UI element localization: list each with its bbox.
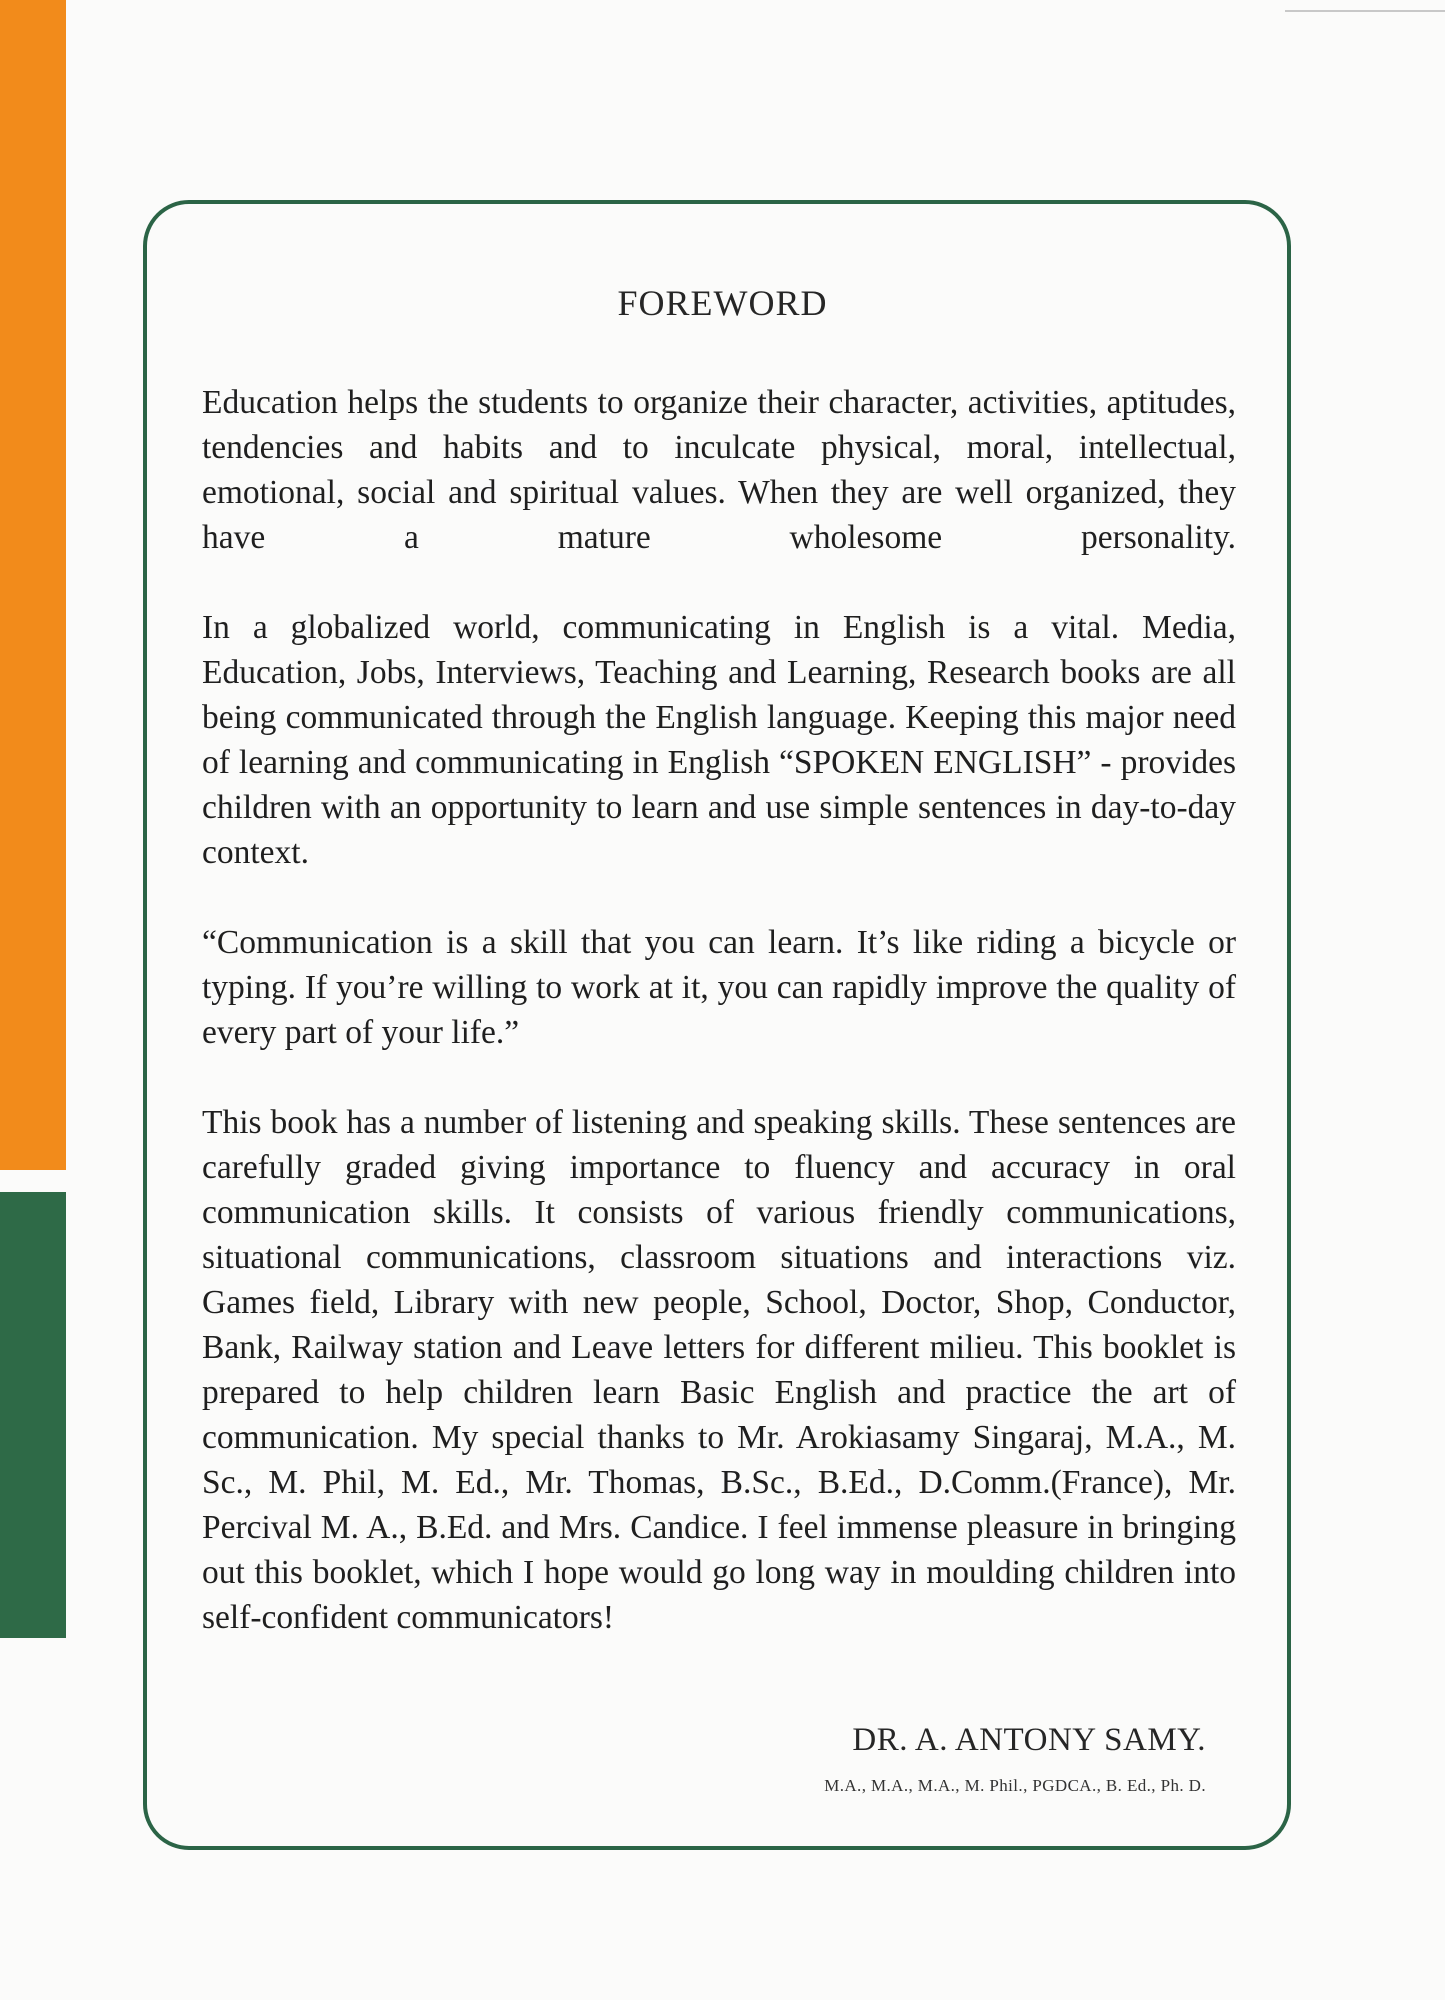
paragraph-globalized-world: In a globalized world, communicating in English is a vital. Media, Education, Jobs, Interviews, Teaching and Learning, Research books are all being communicated through the English language. Keeping this major need of learning and communicating in English “SPOKEN ENGLISH” - provides children with an opportunity to learn and use simple sentences in day-to-day context. [202,609,1236,871]
orange-side-bar [0,0,66,1170]
signature-name: DR. A. ANTONY SAMY. [852,1722,1206,1758]
top-rule-line [1285,10,1445,12]
signature-qualifications: M.A., M.A., M.A., M. Phil., PGDCA., B. Ed., Ph. D. [824,1776,1206,1795]
foreword-body [202,380,1236,1685]
paragraph-book-description: This book has a number of listening and speaking skills. These sentences are carefully graded giving importance to fluency and accuracy in oral communication skills. It consists of various friendly communications, situational communications, classroom situations and interactions viz. Games field, Library with new people, School, Doctor, Shop, Conductor, Bank, Railway station and Leave letters for different milieu. This booklet is prepared to help children learn Basic English and practice the art of communication. My special thanks to Mr. Arokiasamy Singaraj, M.A., M. Sc., M. Phil, M. Ed., Mr. Thomas, B.Sc., B.Ed., D.Comm.(France), Mr. Percival M. A., B.Ed. and Mrs. Candice. I feel immense pleasure in bringing out this booklet, which I hope would go long way in moulding children into self-confident communicators! [202,1104,1236,1636]
page-title: FOREWORD [617,283,828,323]
paragraph-quote: “Communication is a skill that you can learn. It’s like riding a bicycle or typing. If you’re willing to work at it, you can rapidly improve the quality of every part of your life.” [202,924,1236,1051]
paragraph-education: Education helps the students to organize their character, activities, aptitudes, tendencies and habits and to inculcate physical, moral, intellectual, emotional, social and spiritual values. When they are well organized, they have a mature wholesome personality. [202,384,1236,556]
green-side-bar [0,1192,66,1638]
